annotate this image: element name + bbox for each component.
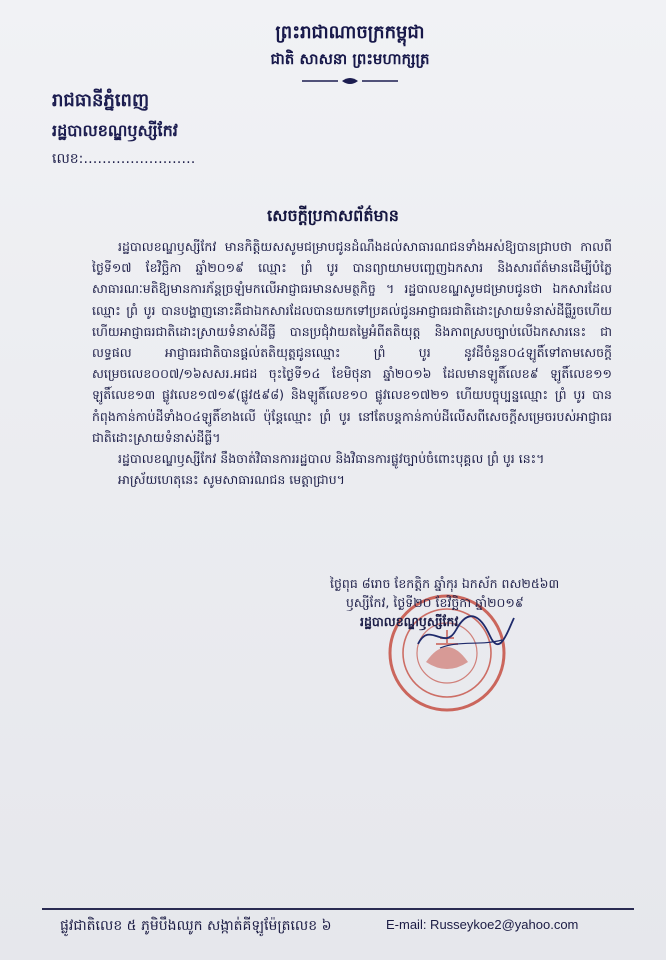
paragraph-closing: អាស្រ័យហេតុនេះ សូមសាធារណជន មេត្តាជ្រាប។	[118, 472, 345, 488]
footer-email: E-mail: Russeykoe2@yahoo.com	[386, 917, 579, 932]
ornament-divider-icon	[300, 76, 400, 86]
solar-date: ឫស្សីកែវ, ថ្ងៃទី២០ ខែវិច្ឆិកា ឆ្នាំ២០១៩	[346, 595, 524, 610]
paragraph-main: រដ្ឋបាលខណ្ឌឫស្សីកែវ មានកិត្តិយសសូមជម្រាបជូនដំណឹងដល់សាធារណជនទាំងអស់ឱ្យបានជ្រាបថា កាលពីថ្ងៃទី១៧ ខែវិច្ឆិកា ឆ្នាំ២០១៩ ឈ្មោះ ព្រំ បូរ បានព្យាយាមបញ្ចេញឯកសារ និងសារព័ត៌មានដើម្បីបំភ្លៃសាធារណៈមតិឱ្យមានការភ័ន្តច្រឡំមកលើអាជ្ញាធរមានសមត្ថកិច្ច ។ រដ្ឋបាលខណ្ឌសូមជម្រាបជូនថា ឯកសារដែលឈ្មោះ ព្រំ បូរ បានបង្ហាញនោះគឺជាឯកសារដែលបានយកទៅប្រគល់ជូនអាជ្ញាធរជាតិដោះស្រាយទំនាស់ដីធ្លីរួចហើយ ហើយអាជ្ញាធរជាតិដោះស្រាយទំនាស់ដីធ្លី បានប្រជុំវាយតម្លៃអំពីតតិយុត្ត និងភាពស្របច្បាប់លើឯកសារនេះ ជាលទ្ធផល អាជ្ញាធរជាតិបានផ្តល់តតិយុត្តជូនឈ្មោះ ព្រំ បូរ នូវដីចំនួន០៤ឡូតិ៍ទៅតាមសេចក្តីសម្រេចលេខ០០៧/១៦សសរ.អជដ ចុះថ្ងៃទី១៤ ខែមិថុនា ឆ្នាំ២០១៦ ដែលមានឡូតិ៍លេខ៩ ឡូតិ៍លេខ១១ ឡូតិ៍លេខ១៣ ផ្លូវលេខ១៧១៩(ផ្លូវ៥៩៨) និងឡូតិ៍លេខ១០ ផ្លូវលេខ១៧២១ ហើយបច្ចុប្បន្នឈ្មោះ ព្រំ បូរ បានកំពុងកាន់កាប់ដីទាំង០៤ឡូតិ៍ខាងលើ ប៉ុន្តែឈ្មោះ ព្រំ បូរ នៅតែបន្តកាន់កាប់ដីលើសពីសេចក្តីសម្រេចរបស់អាជ្ញាធរជាតិដោះស្រាយទំនាស់ដីធ្លី។	[92, 239, 612, 445]
district-label: រដ្ឋបាលខណ្ឌឫស្សីកែវ	[52, 121, 178, 140]
kingdom-heading: ព្រះរាជាណាចក្រកម្ពុជា	[275, 22, 425, 43]
document-body	[92, 236, 612, 490]
handwritten-signature-icon	[410, 600, 520, 660]
footer-divider	[42, 908, 634, 910]
national-motto: ជាតិ សាសនា ព្រះមហាក្សត្រ	[270, 50, 430, 68]
document-title: សេចក្តីប្រកាសព័ត៌មាន	[267, 206, 399, 225]
paragraph-action: រដ្ឋបាលខណ្ឌឫស្សីកែវ នឹងចាត់វិធានការរដ្ឋបាល និងវិធានការផ្លូវច្បាប់ចំពោះបុគ្គល ព្រំ បូរ នេះ។	[118, 451, 545, 467]
reference-number: លេខ:……………………	[52, 151, 196, 167]
footer-address: ផ្លូវជាតិលេខ ៥ ភូមិបឹងឈូក សង្កាត់គីឡូម៉ែត្រលេខ ៦	[60, 918, 332, 934]
capital-label: រាជធានីភ្នំពេញ	[52, 90, 150, 111]
signatory-title: រដ្ឋបាលខណ្ឌឫស្សីកែវ	[360, 614, 459, 629]
lunar-date: ថ្ងៃពុធ ៨រោច ខែកត្តិក ឆ្នាំកុរ ឯកស័ក ពស២៥៦៣	[330, 576, 560, 591]
